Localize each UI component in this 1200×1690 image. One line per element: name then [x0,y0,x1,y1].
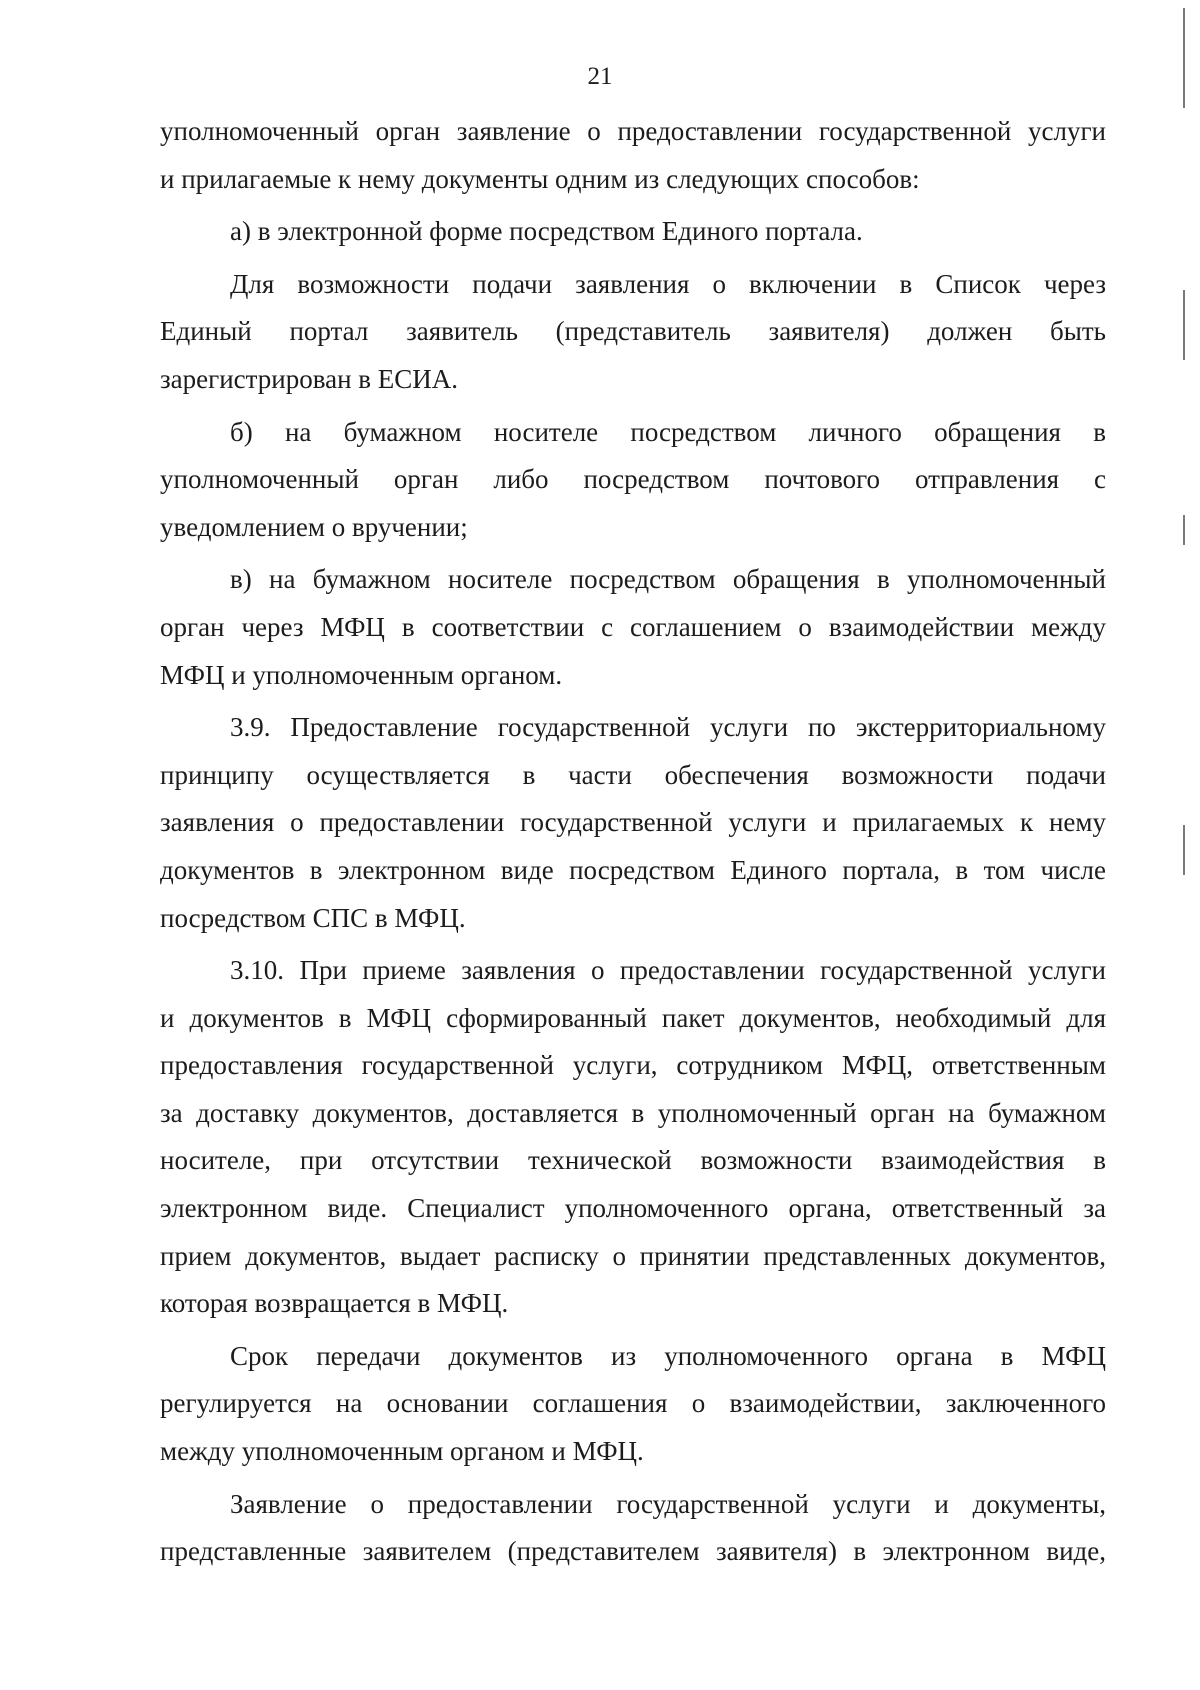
text-line: регулируется на основании соглашения о взаимодействии, заключенного [160,1388,1106,1419]
scan-mark [1183,825,1185,875]
text-line: а) в электронной форме посредством Единого портала. [230,216,863,247]
document-body [160,108,1106,1576]
text-line: прием документов, выдает расписку о принятии представленных документов, [160,1240,1106,1271]
text-line: которая возвращается в МФЦ. [160,1288,509,1319]
text-line: Для возможности подачи заявления о включении в Список через [230,268,1106,299]
scan-mark [1183,515,1185,545]
text-line: уведомлением о вручении; [160,511,468,542]
scan-mark [1183,8,1185,108]
text-line: 3.9. Предоставление государственной услуги по экстерриториальному [230,712,1106,743]
text-line: зарегистрирован в ЕСИА. [160,363,459,394]
text-line: уполномоченный орган заявление о предоставлении государственной услуги [160,116,1106,146]
text-line: уполномоченный орган либо посредством почтового отправления с [160,464,1106,495]
paragraph [160,1333,1106,1476]
text-line: МФЦ и уполномоченным органом. [160,659,563,690]
text-line: посредством СПС в МФЦ. [160,902,466,933]
text-line: электронном виде. Специалист уполномоченного органа, ответственный за [160,1193,1106,1224]
text-line: носителе, при отсутствии технической возможности взаимодействия в [160,1145,1106,1176]
text-line: в) на бумажном носителе посредством обращения в уполномоченный [230,564,1106,595]
text-line: представленные заявителем (представителем заявителя) в электронном виде, [160,1536,1106,1567]
text-line: заявления о предоставлении государственной услуги и прилагаемых к нему [160,807,1106,838]
paragraph [160,108,1106,203]
text-line: орган через МФЦ в соответствии с соглашением о взаимодействии между [160,611,1106,642]
paragraph [160,556,1106,699]
text-line: и прилагаемые к нему документы одним из следующих способов: [160,163,920,194]
page-number: 21 [587,63,613,90]
text-line: принципу осуществляется в части обеспечения возможности подачи [160,759,1106,790]
text-line: 3.10. При приеме заявления о предоставлении государственной услуги [230,955,1106,986]
text-line: предоставления государственной услуги, сотрудником МФЦ, ответственным [160,1050,1106,1081]
text-line: между уполномоченным органом и МФЦ. [160,1436,644,1467]
text-line: Срок передачи документов из уполномоченного органа в МФЦ [230,1340,1106,1371]
text-line: и документов в МФЦ сформированный пакет документов, необходимый для [160,1002,1106,1033]
text-line: Единый портал заявитель (представитель заявителя) должен быть [160,316,1106,347]
paragraph [160,261,1106,404]
text-line: б) на бумажном носителе посредством личного обращения в [230,416,1106,447]
text-line: за доставку документов, доставляется в уполномоченный орган на бумажном [160,1097,1106,1128]
paragraph [160,208,1106,256]
paragraph [160,704,1106,942]
paragraph [160,1481,1106,1576]
paragraph [160,947,1106,1328]
scan-mark [1183,290,1185,360]
text-line: документов в электронном виде посредством Единого портала, в том числе [160,854,1106,885]
paragraph [160,409,1106,552]
text-line: Заявление о предоставлении государственной услуги и документы, [230,1488,1106,1519]
